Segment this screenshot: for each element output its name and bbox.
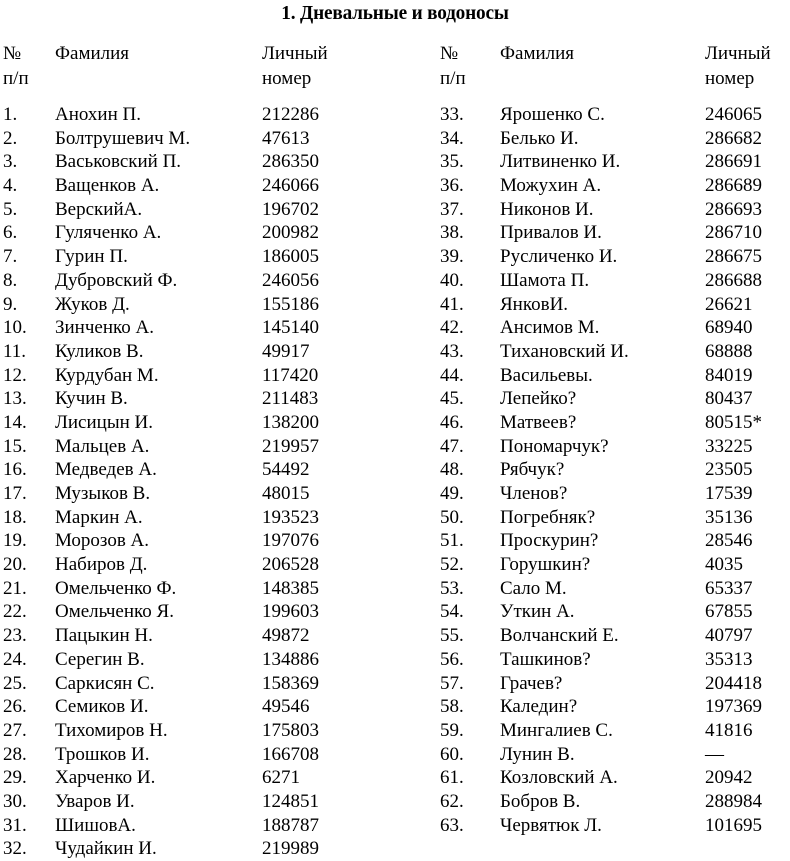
row-personal-number: 17539: [705, 483, 753, 504]
row-surname: Козловский А.: [500, 767, 618, 789]
row-number: 7.: [3, 246, 18, 268]
row-personal-number: 68888: [705, 340, 753, 362]
row-number: 49.: [440, 483, 464, 504]
row-number: 26.: [3, 696, 27, 718]
table-row: [3, 174, 433, 198]
table-row: [440, 174, 790, 198]
table-row: [3, 648, 433, 672]
header-surname: Фамилия: [500, 43, 575, 64]
row-surname: ВерскийА.: [55, 198, 143, 220]
table-row: [440, 648, 790, 672]
row-surname: Медведев А.: [55, 459, 157, 481]
row-surname: Волчанский Е.: [500, 625, 619, 647]
row-personal-number: 124851: [262, 790, 319, 812]
row-personal-number: 6271: [262, 767, 300, 789]
row-surname: Куликов В.: [55, 340, 144, 362]
row-surname: Курдубан М.: [55, 364, 159, 386]
table-row: [440, 766, 790, 790]
row-personal-number: 117420: [262, 364, 319, 386]
row-personal-number: 47613: [262, 127, 310, 149]
row-surname: Омельченко Ф.: [55, 577, 177, 599]
row-number: 29.: [3, 767, 27, 789]
table-row: [440, 553, 790, 577]
row-personal-number: 246066: [262, 175, 319, 197]
row-personal-number: 286350: [262, 151, 319, 173]
roster-column-right: [440, 41, 790, 837]
row-number: 21.: [3, 577, 27, 599]
row-number: 55.: [440, 625, 464, 647]
row-personal-number: 41816: [705, 719, 753, 741]
row-surname: Литвиненко И.: [500, 151, 621, 173]
row-surname: Сало М.: [500, 577, 567, 599]
row-number: 59.: [440, 719, 464, 741]
table-row: [3, 316, 433, 340]
row-surname: Жуков Д.: [55, 293, 130, 315]
row-personal-number: 158369: [262, 672, 319, 694]
table-row: [440, 672, 790, 696]
row-surname: Кучин В.: [55, 388, 128, 410]
row-surname: Горушкин?: [500, 554, 591, 576]
row-surname: Уваров И.: [55, 790, 135, 812]
row-personal-number: 33225: [705, 435, 753, 457]
roster-rows-left: [3, 103, 433, 861]
table-row: [440, 743, 790, 767]
table-row: [3, 364, 433, 388]
row-personal-number: 28546: [705, 530, 753, 552]
row-number: 40.: [440, 269, 464, 291]
row-personal-number: 40797: [705, 625, 753, 647]
row-number: 15.: [3, 435, 27, 457]
table-header-left: [3, 41, 433, 93]
table-row: [3, 293, 433, 317]
row-number: 58.: [440, 696, 464, 718]
row-surname: Омельченко Я.: [55, 601, 174, 623]
row-number: 14.: [3, 411, 27, 433]
row-number: 31.: [3, 814, 27, 836]
row-personal-number: 286710: [705, 222, 762, 244]
table-row: [3, 672, 433, 696]
row-number: 38.: [440, 222, 464, 244]
row-surname: Зинченко А.: [55, 317, 154, 339]
row-surname: Чудайкин И.: [55, 838, 157, 860]
row-surname: Погребняк?: [500, 506, 596, 528]
table-row: [3, 435, 433, 459]
row-number: 35.: [440, 151, 464, 173]
row-surname: Саркисян С.: [55, 672, 155, 694]
table-row: [440, 316, 790, 340]
header-number: № п/п: [440, 43, 466, 89]
row-personal-number: 286682: [705, 127, 762, 149]
table-row: [440, 269, 790, 293]
row-personal-number: 197076: [262, 530, 319, 552]
row-number: 4.: [3, 175, 18, 197]
row-personal-number: 80515*: [705, 411, 762, 433]
row-surname: Грачев?: [500, 672, 563, 694]
row-surname: ШишовА.: [55, 814, 136, 836]
row-personal-number: 35313: [705, 648, 753, 670]
header-surname: Фамилия: [55, 43, 130, 64]
row-surname: Шамота П.: [500, 269, 590, 291]
row-personal-number: 188787: [262, 814, 319, 836]
row-number: 27.: [3, 719, 27, 741]
row-number: 13.: [3, 388, 27, 410]
row-surname: Проскурин?: [500, 530, 599, 552]
row-personal-number: 49917: [262, 340, 310, 362]
row-personal-number: 286688: [705, 269, 762, 291]
table-row: [3, 719, 433, 743]
row-number: 45.: [440, 388, 464, 410]
row-personal-number: 84019: [705, 364, 753, 386]
table-row: [3, 411, 433, 435]
row-personal-number: 211483: [262, 388, 319, 410]
table-row: [3, 269, 433, 293]
row-surname: Васьковский П.: [55, 151, 182, 173]
table-row: [440, 719, 790, 743]
row-personal-number: 155186: [262, 293, 319, 315]
row-personal-number: 35136: [705, 506, 753, 528]
row-surname: Червятюк Л.: [500, 814, 602, 836]
row-number: 24.: [3, 648, 27, 670]
row-personal-number: 246065: [705, 104, 762, 125]
row-surname: Серегин В.: [55, 648, 145, 670]
table-header-right: [440, 41, 790, 93]
table-row: [3, 766, 433, 790]
row-surname: ЯнковИ.: [500, 293, 569, 315]
row-personal-number: 80437: [705, 388, 753, 410]
row-personal-number: 286691: [705, 151, 762, 173]
header-number: № п/п: [3, 43, 29, 89]
row-personal-number: 138200: [262, 411, 319, 433]
table-row: [440, 529, 790, 553]
table-row: [3, 150, 433, 174]
row-number: 39.: [440, 246, 464, 268]
row-number: 47.: [440, 435, 464, 457]
row-surname: Ташкинов?: [500, 648, 591, 670]
table-row: [440, 340, 790, 364]
table-row: [440, 364, 790, 388]
row-personal-number: 49872: [262, 625, 310, 647]
row-personal-number: 48015: [262, 483, 310, 504]
table-row: [440, 150, 790, 174]
row-surname: Белько И.: [500, 127, 579, 149]
row-surname: Каледин?: [500, 696, 578, 718]
row-number: 46.: [440, 411, 464, 433]
row-personal-number: 67855: [705, 601, 753, 623]
row-surname: Лепейко?: [500, 388, 577, 410]
row-surname: Семиков И.: [55, 696, 149, 718]
row-surname: Маркин А.: [55, 506, 143, 528]
row-personal-number: 49546: [262, 696, 310, 718]
row-number: 48.: [440, 459, 464, 481]
header-personal-number: Личный номер: [262, 43, 328, 89]
table-row: [440, 600, 790, 624]
row-surname: Ансимов М.: [500, 317, 600, 339]
row-personal-number: 145140: [262, 317, 319, 339]
row-personal-number: 68940: [705, 317, 753, 339]
table-row: [3, 790, 433, 814]
row-surname: Лунин В.: [500, 743, 575, 765]
row-number: 25.: [3, 672, 27, 694]
table-row: [440, 482, 790, 506]
row-surname: Гурин П.: [55, 246, 128, 268]
row-surname: Ващенков А.: [55, 175, 160, 197]
row-number: 42.: [440, 317, 464, 339]
row-surname: Ярошенко С.: [500, 104, 605, 125]
row-number: 36.: [440, 175, 464, 197]
row-number: 9.: [3, 293, 18, 315]
row-number: 51.: [440, 530, 464, 552]
row-personal-number: 212286: [262, 104, 319, 125]
row-personal-number: 196702: [262, 198, 319, 220]
row-number: 11.: [3, 340, 27, 362]
row-personal-number: 204418: [705, 672, 762, 694]
row-number: 63.: [440, 814, 464, 836]
table-row: [440, 387, 790, 411]
row-surname: Тихомиров Н.: [55, 719, 168, 741]
row-surname: Никонов И.: [500, 198, 594, 220]
row-personal-number: 206528: [262, 554, 319, 576]
table-row: [440, 458, 790, 482]
row-personal-number: 219989: [262, 838, 319, 860]
row-number: 50.: [440, 506, 464, 528]
row-personal-number: 186005: [262, 246, 319, 268]
table-row: [3, 695, 433, 719]
row-number: 23.: [3, 625, 27, 647]
header-personal-number: Личный номер: [705, 43, 771, 89]
row-personal-number: 175803: [262, 719, 319, 741]
table-row: [3, 458, 433, 482]
table-row: [3, 814, 433, 838]
row-number: 19.: [3, 530, 27, 552]
row-number: 52.: [440, 554, 464, 576]
row-surname: Рябчук?: [500, 459, 565, 481]
row-number: 12.: [3, 364, 27, 386]
row-surname: Анохин П.: [55, 104, 141, 125]
row-number: 22.: [3, 601, 27, 623]
row-personal-number: 20942: [705, 767, 753, 789]
table-row: [440, 411, 790, 435]
row-personal-number: 54492: [262, 459, 310, 481]
table-row: [3, 577, 433, 601]
table-row: [3, 221, 433, 245]
row-surname: Можухин А.: [500, 175, 602, 197]
row-number: 41.: [440, 293, 464, 315]
row-number: 16.: [3, 459, 27, 481]
table-row: [3, 103, 433, 127]
row-surname: Набиров Д.: [55, 554, 148, 576]
row-number: 56.: [440, 648, 464, 670]
table-row: [440, 221, 790, 245]
row-number: 34.: [440, 127, 464, 149]
table-row: [440, 293, 790, 317]
row-number: 60.: [440, 743, 464, 765]
row-surname: Морозов А.: [55, 530, 150, 552]
row-number: 2.: [3, 127, 18, 149]
table-row: [3, 743, 433, 767]
row-number: 53.: [440, 577, 464, 599]
table-row: [440, 790, 790, 814]
table-row: [440, 435, 790, 459]
row-personal-number: —: [705, 743, 724, 765]
row-personal-number: 219957: [262, 435, 319, 457]
table-row: [3, 529, 433, 553]
table-row: [440, 245, 790, 269]
row-number: 20.: [3, 554, 27, 576]
table-row: [440, 624, 790, 648]
table-row: [3, 340, 433, 364]
row-personal-number: 286693: [705, 198, 762, 220]
row-surname: Мингалиев С.: [500, 719, 613, 741]
row-number: 6.: [3, 222, 18, 244]
row-number: 10.: [3, 317, 27, 339]
row-personal-number: 286689: [705, 175, 762, 197]
row-surname: Тихановский И.: [500, 340, 629, 362]
row-number: 30.: [3, 790, 27, 812]
table-row: [3, 553, 433, 577]
table-row: [440, 577, 790, 601]
row-number: 8.: [3, 269, 18, 291]
row-personal-number: 65337: [705, 577, 753, 599]
table-row: [3, 506, 433, 530]
row-number: 33.: [440, 104, 464, 125]
row-surname: Пономарчук?: [500, 435, 609, 457]
row-number: 44.: [440, 364, 464, 386]
row-number: 28.: [3, 743, 27, 765]
table-row: [3, 482, 433, 506]
row-personal-number: 166708: [262, 743, 319, 765]
row-surname: Васильевы.: [500, 364, 593, 386]
row-number: 17.: [3, 483, 27, 504]
row-personal-number: 200982: [262, 222, 319, 244]
table-row: [3, 387, 433, 411]
row-number: 18.: [3, 506, 27, 528]
row-surname: Членов?: [500, 483, 568, 504]
row-number: 1.: [3, 104, 18, 125]
table-row: [3, 837, 433, 861]
row-personal-number: 134886: [262, 648, 319, 670]
table-row: [3, 198, 433, 222]
row-surname: Привалов И.: [500, 222, 602, 244]
row-surname: Лисицын И.: [55, 411, 153, 433]
row-personal-number: 246056: [262, 269, 319, 291]
page-title: 1. Дневальные и водоносы: [281, 2, 509, 24]
row-number: 61.: [440, 767, 464, 789]
row-surname: Гуляченко А.: [55, 222, 162, 244]
table-row: [440, 814, 790, 838]
table-row: [3, 127, 433, 151]
row-personal-number: 199603: [262, 601, 319, 623]
table-row: [440, 506, 790, 530]
table-row: [440, 695, 790, 719]
row-number: 37.: [440, 198, 464, 220]
table-row: [440, 198, 790, 222]
row-surname: Харченко И.: [55, 767, 156, 789]
row-personal-number: 288984: [705, 790, 762, 812]
roster-column-left: [3, 41, 433, 861]
row-number: 57.: [440, 672, 464, 694]
row-number: 62.: [440, 790, 464, 812]
row-personal-number: 197369: [705, 696, 762, 718]
row-number: 32.: [3, 838, 27, 860]
row-surname: Мальцев А.: [55, 435, 150, 457]
row-personal-number: 148385: [262, 577, 319, 599]
row-number: 54.: [440, 601, 464, 623]
row-surname: Уткин А.: [500, 601, 575, 623]
row-number: 3.: [3, 151, 18, 173]
roster-rows-right: [440, 103, 790, 837]
row-surname: Дубровский Ф.: [55, 269, 178, 291]
table-row: [3, 245, 433, 269]
table-row: [3, 624, 433, 648]
row-surname: Матвеев?: [500, 411, 577, 433]
row-surname: Музыков В.: [55, 483, 151, 504]
row-surname: Трошков И.: [55, 743, 150, 765]
table-row: [440, 127, 790, 151]
row-number: 5.: [3, 198, 18, 220]
table-row: [3, 600, 433, 624]
row-surname: Пацыкин Н.: [55, 625, 153, 647]
row-personal-number: 193523: [262, 506, 319, 528]
row-number: 43.: [440, 340, 464, 362]
row-personal-number: 101695: [705, 814, 762, 836]
row-surname: Бобров В.: [500, 790, 581, 812]
row-surname: Русличенко И.: [500, 246, 618, 268]
row-personal-number: 26621: [705, 293, 753, 315]
row-personal-number: 23505: [705, 459, 753, 481]
table-row: [440, 103, 790, 127]
row-personal-number: 286675: [705, 246, 762, 268]
row-surname: Болтрушевич М.: [55, 127, 191, 149]
row-personal-number: 4035: [705, 554, 743, 576]
